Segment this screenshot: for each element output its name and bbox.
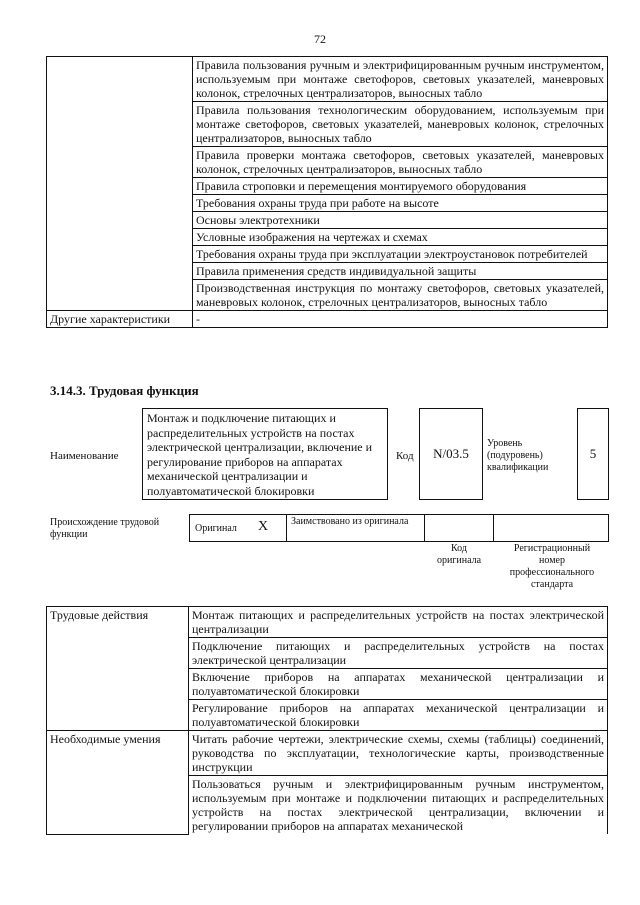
knowledge-item: Условные изображения на чертежах и схемах xyxy=(193,229,608,246)
label-cell xyxy=(47,57,193,311)
code-box xyxy=(419,408,483,500)
table-row xyxy=(47,57,608,102)
origin-box xyxy=(189,514,609,542)
level-value: 5 xyxy=(589,446,597,461)
actions-label: Трудовые действия xyxy=(47,607,189,731)
function-name-box xyxy=(142,408,388,500)
code-value: N/03.5 xyxy=(433,446,469,461)
divider xyxy=(493,515,494,541)
borrowed-label: Заимствовано из оригинала xyxy=(291,516,409,527)
activities-table xyxy=(46,606,608,835)
knowledge-item: Производственная инструкция по монтажу светофоров, световых указателей, маневровых колонок, стрелочных централизаторов, выносных табло xyxy=(193,280,608,311)
skill-item: Пользоваться ручным и электрифицированным ручным инструментом, используемым при монтаже и подключении питающих и распределительных устройств на постах электрической централизации, включении и регулировании приборов на аппаратах механической xyxy=(189,776,608,835)
knowledge-item: Правила строповки и перемещения монтируемого оборудования xyxy=(193,178,608,195)
action-item: Включение приборов на аппаратах механической централизации и полуавтоматической блокировки xyxy=(189,669,608,700)
skills-label: Необходимые умения xyxy=(47,731,189,835)
knowledge-item: Правила пользования ручным и электрифицированным ручным инструментом, используемым при монтаже светофоров, световых указателей, маневровых колонок, стрелочных централизаторов, выносных табло xyxy=(193,57,608,102)
function-name: Монтаж и подключение питающих и распределительных устройств на постах электрической централизации, включение и регулирование приборов на аппаратах механической централизации и полуавтоматической блокировки xyxy=(147,411,373,498)
table-row xyxy=(47,731,608,776)
other-characteristics-label: Другие характеристики xyxy=(47,311,193,328)
table-row xyxy=(47,607,608,638)
action-item: Монтаж питающих и распределительных устройств на постах электрической централизации xyxy=(189,607,608,638)
knowledge-item: Требования охраны труда при работе на высоте xyxy=(193,195,608,212)
knowledge-item: Основы электротехники xyxy=(193,212,608,229)
section-heading: 3.14.3. Трудовая функция xyxy=(50,383,199,398)
code-original-caption: Код оригинала xyxy=(436,543,482,566)
original-mark: X xyxy=(258,519,269,534)
skill-item: Читать рабочие чертежи, электрические схемы, схемы (таблицы) соединений, руководства по эксплуатации, технологические карты, производственные инструкции xyxy=(189,731,608,776)
knowledge-item: Требования охраны труда при эксплуатации электроустановок потребителей xyxy=(193,246,608,263)
code-label: Код xyxy=(396,450,414,462)
divider xyxy=(286,515,287,541)
knowledge-item: Правила пользования технологическим оборудованием, используемым при монтаже светофоров, световых указателей, маневровых колонок, стрелочных централизаторов, выносных табло xyxy=(193,102,608,147)
level-label: Уровень (подуровень) квалификации xyxy=(487,438,549,473)
action-item: Регулирование приборов на аппаратах механической централизации и полуавтоматической блокировки xyxy=(189,700,608,731)
action-item: Подключение питающих и распределительных устройств на постах электрической централизации xyxy=(189,638,608,669)
knowledge-item: Правила проверки монтажа светофоров, световых указателей, маневровых колонок, стрелочных централизаторов, выносных табло xyxy=(193,147,608,178)
page-number: 72 xyxy=(314,32,326,46)
required-knowledge-table xyxy=(46,56,608,328)
name-label: Наименование xyxy=(50,450,119,462)
divider xyxy=(424,515,425,541)
table-row xyxy=(47,311,608,328)
origin-label: Происхождение трудовой функции xyxy=(50,517,160,540)
other-characteristics-value: - xyxy=(193,311,608,328)
registration-caption: Регистрационный номер профессионального стандарта xyxy=(509,543,595,590)
level-box xyxy=(577,408,609,500)
knowledge-item: Правила применения средств индивидуальной защиты xyxy=(193,263,608,280)
original-label: Оригинал xyxy=(195,523,237,534)
